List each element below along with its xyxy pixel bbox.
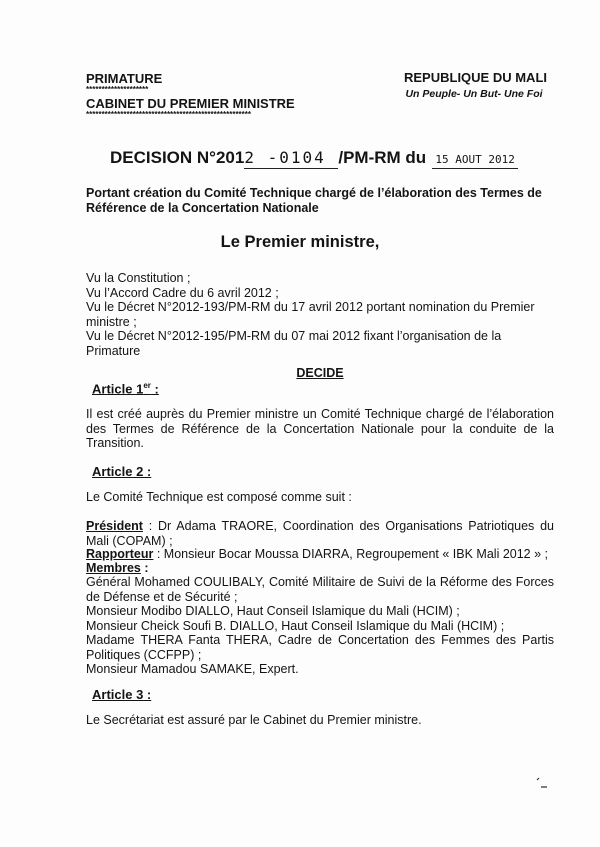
- reference-line: Vu le Décret N°2012-193/PM-RM du 17 avril 2012 portant nomination du Premier ministre ;: [86, 300, 535, 329]
- separator-stars-2: *****************************************************: [86, 110, 252, 119]
- article-1-label: Article 1: [92, 381, 144, 397]
- tick-mark-icon: [535, 777, 549, 791]
- membres-suffix: :: [140, 561, 149, 575]
- member-entry: Madame THERA Fanta THERA, Cadre de Concertation des Femmes des Partis Politiques (CCFPP) ;: [86, 633, 554, 662]
- rapporteur-line: [86, 547, 554, 562]
- article-2-title: Article 2 :: [92, 464, 152, 479]
- decision-title: [110, 148, 518, 169]
- signatory-title: Le Premier ministre,: [220, 233, 380, 251]
- decision-middle: /PM-RM du: [338, 148, 427, 167]
- rapporteur-text: : Monsieur Bocar Moussa DIARRA, Regroupement « IBK Mali 2012 » ;: [153, 547, 548, 561]
- issuer-block: [86, 72, 295, 119]
- member-entry: Monsieur Modibo DIALLO, Haut Conseil Islamique du Mali (HCIM) ;: [86, 604, 460, 618]
- president-label: Président: [86, 519, 143, 533]
- article-3-text: Le Secrétariat est assuré par le Cabinet du Premier ministre.: [86, 713, 422, 727]
- rapporteur-label: Rapporteur: [86, 547, 154, 561]
- article-2-intro: Le Comité Technique est composé comme suit :: [86, 490, 352, 504]
- republic-block: [404, 70, 547, 100]
- republic-name: REPUBLIQUE DU MALI: [404, 70, 547, 85]
- legal-references: [86, 271, 556, 358]
- members-list: [86, 575, 554, 677]
- republic-motto: Un Peuple- Un But- Une Foi: [405, 88, 543, 100]
- issuer-cabinet: CABINET DU PREMIER MINISTRE: [86, 96, 295, 111]
- president-line: [86, 519, 554, 548]
- decide-heading: DECIDE: [296, 366, 344, 380]
- reference-line: Vu l’Accord Cadre du 6 avril 2012 ;: [86, 285, 279, 300]
- decision-number-field: [244, 148, 338, 169]
- membres-heading: [86, 561, 554, 576]
- issuer-primature: PRIMATURE: [86, 71, 163, 86]
- member-entry: Monsieur Cheick Soufi B. DIALLO, Haut Conseil Islamique du Mali (HCIM) ;: [86, 618, 505, 633]
- president-text: : Dr Adama TRAORE, Coordination des Organisations Patriotiques du Mali (COPAM) ;: [86, 519, 554, 548]
- article-1-text: Il est créé auprès du Premier ministre un Comité Technique chargé de l’élaboration des Termes de Référence de la Concertation Nationale pour la conduite de la Transition.: [86, 407, 554, 450]
- stamped-number: 2 -0104: [244, 148, 326, 167]
- handwritten-mark: [535, 777, 549, 794]
- stamped-date: 15 AOUT 2012: [435, 153, 515, 166]
- article-1-suffix: :: [150, 381, 159, 397]
- member-entry: Monsieur Mamadou SAMAKE, Expert.: [86, 662, 299, 676]
- separator-stars-1: ********************: [86, 85, 149, 94]
- article-1-title: [92, 381, 159, 396]
- reference-line: Vu la Constitution ;: [86, 271, 191, 285]
- decision-subject: Portant création du Comité Technique chargé de l’élaboration des Termes de Référence de la Concertation Nationale: [86, 186, 542, 215]
- decision-date-field: [432, 148, 518, 169]
- article-3-title: Article 3 :: [92, 687, 152, 702]
- member-entry: Général Mohamed COULIBALY, Comité Militaire de Suivi de la Réforme des Forces de Défense et de Sécurité ;: [86, 575, 554, 604]
- decision-prefix: DECISION N°201: [110, 148, 245, 167]
- reference-line: Vu le Décret N°2012-195/PM-RM du 07 mai 2012 fixant l’organisation de la Primature: [86, 329, 502, 358]
- membres-label: Membres: [86, 561, 141, 575]
- article-1-superscript: er: [143, 381, 151, 390]
